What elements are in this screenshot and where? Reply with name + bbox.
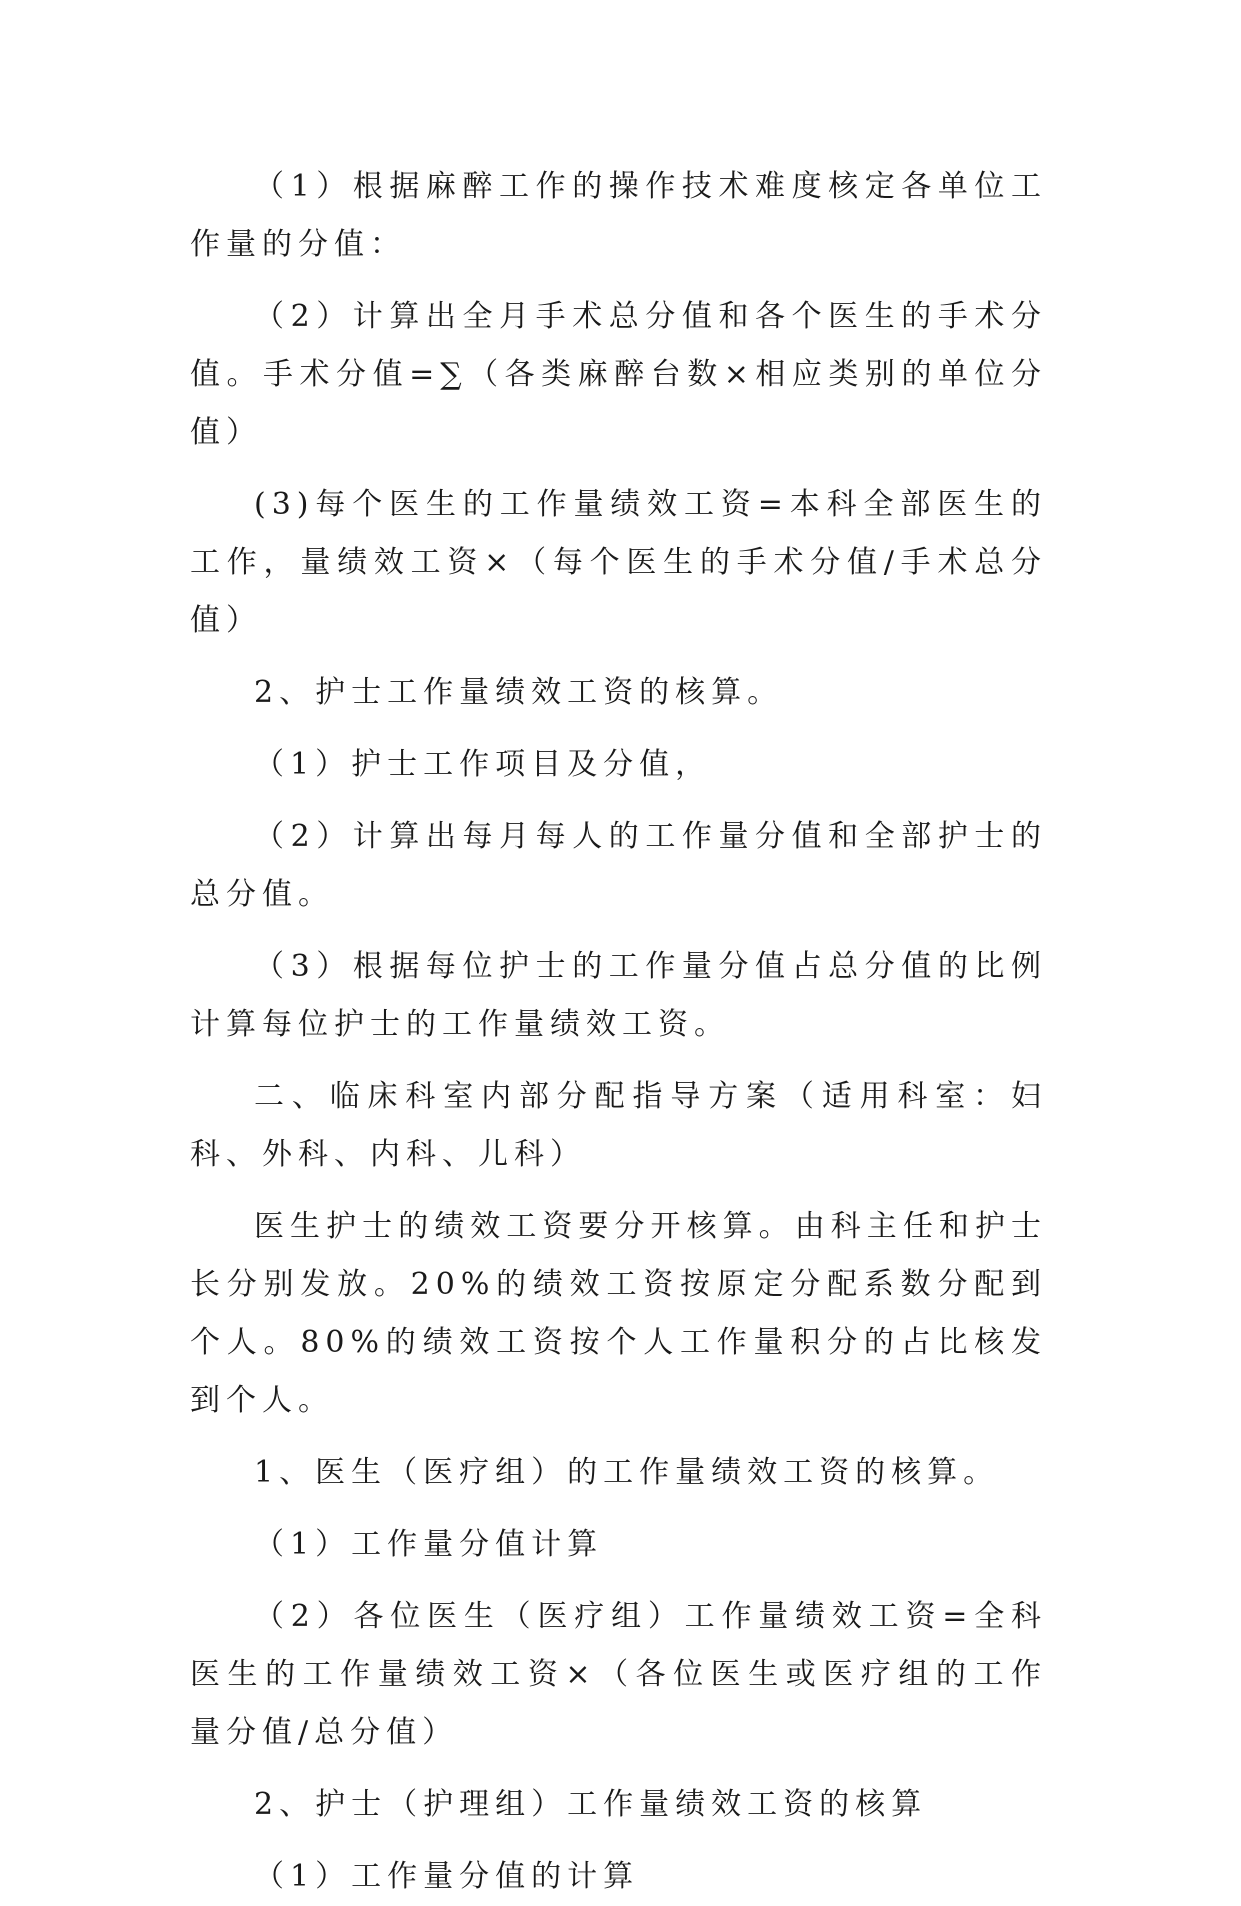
paragraph-allocation-overview: 医生护士的绩效工资要分开核算。由科主任和护士长分别发放。20%的绩效工资按原定分配系数分配到个人。80%的绩效工资按个人工作量积分的占比核发到个人。 bbox=[190, 1209, 1047, 1418]
paragraph-nurse-step-1: （1）护士工作项目及分值， bbox=[254, 747, 712, 782]
paragraph-anesthesia-step-3: (3)每个医生的工作量绩效工资=本科全部医生的工作，量绩效工资×（每个医生的手术分值/手术总分值） bbox=[190, 487, 1047, 638]
paragraph-nursing-step-1: （1）工作量分值的计算 bbox=[254, 1859, 640, 1894]
paragraph-doctor-step-1: （1）工作量分值计算 bbox=[254, 1527, 604, 1562]
heading-doctor-workload-pay: 1、医生（医疗组）的工作量绩效工资的核算。 bbox=[254, 1455, 1000, 1490]
paragraph-anesthesia-step-2: （2）计算出全月手术总分值和各个医生的手术分值。手术分值=∑（各类麻醉台数×相应类别的单位分值） bbox=[190, 299, 1047, 450]
heading-nurse-workload-pay: 2、护士工作量绩效工资的核算。 bbox=[254, 675, 784, 710]
paragraph-doctor-step-2: （2）各位医生（医疗组）工作量绩效工资=全科医生的工作量绩效工资×（各位医生或医疗组的工作量分值/总分值） bbox=[190, 1599, 1047, 1750]
paragraph-anesthesia-step-1: （1）根据麻醉工作的操作技术难度核定各单位工作量的分值： bbox=[190, 169, 1047, 262]
paragraph-nurse-step-3: （3）根据每位护士的工作量分值占总分值的比例计算每位护士的工作量绩效工资。 bbox=[190, 949, 1047, 1042]
paragraph-nurse-step-2: （2）计算出每月每人的工作量分值和全部护士的总分值。 bbox=[190, 819, 1047, 912]
heading-nursing-group-pay: 2、护士（护理组）工作量绩效工资的核算 bbox=[254, 1787, 928, 1822]
heading-clinical-dept-allocation: 二、临床科室内部分配指导方案（适用科室：妇科、外科、内科、儿科） bbox=[190, 1079, 1047, 1172]
document-body bbox=[190, 158, 1047, 1906]
